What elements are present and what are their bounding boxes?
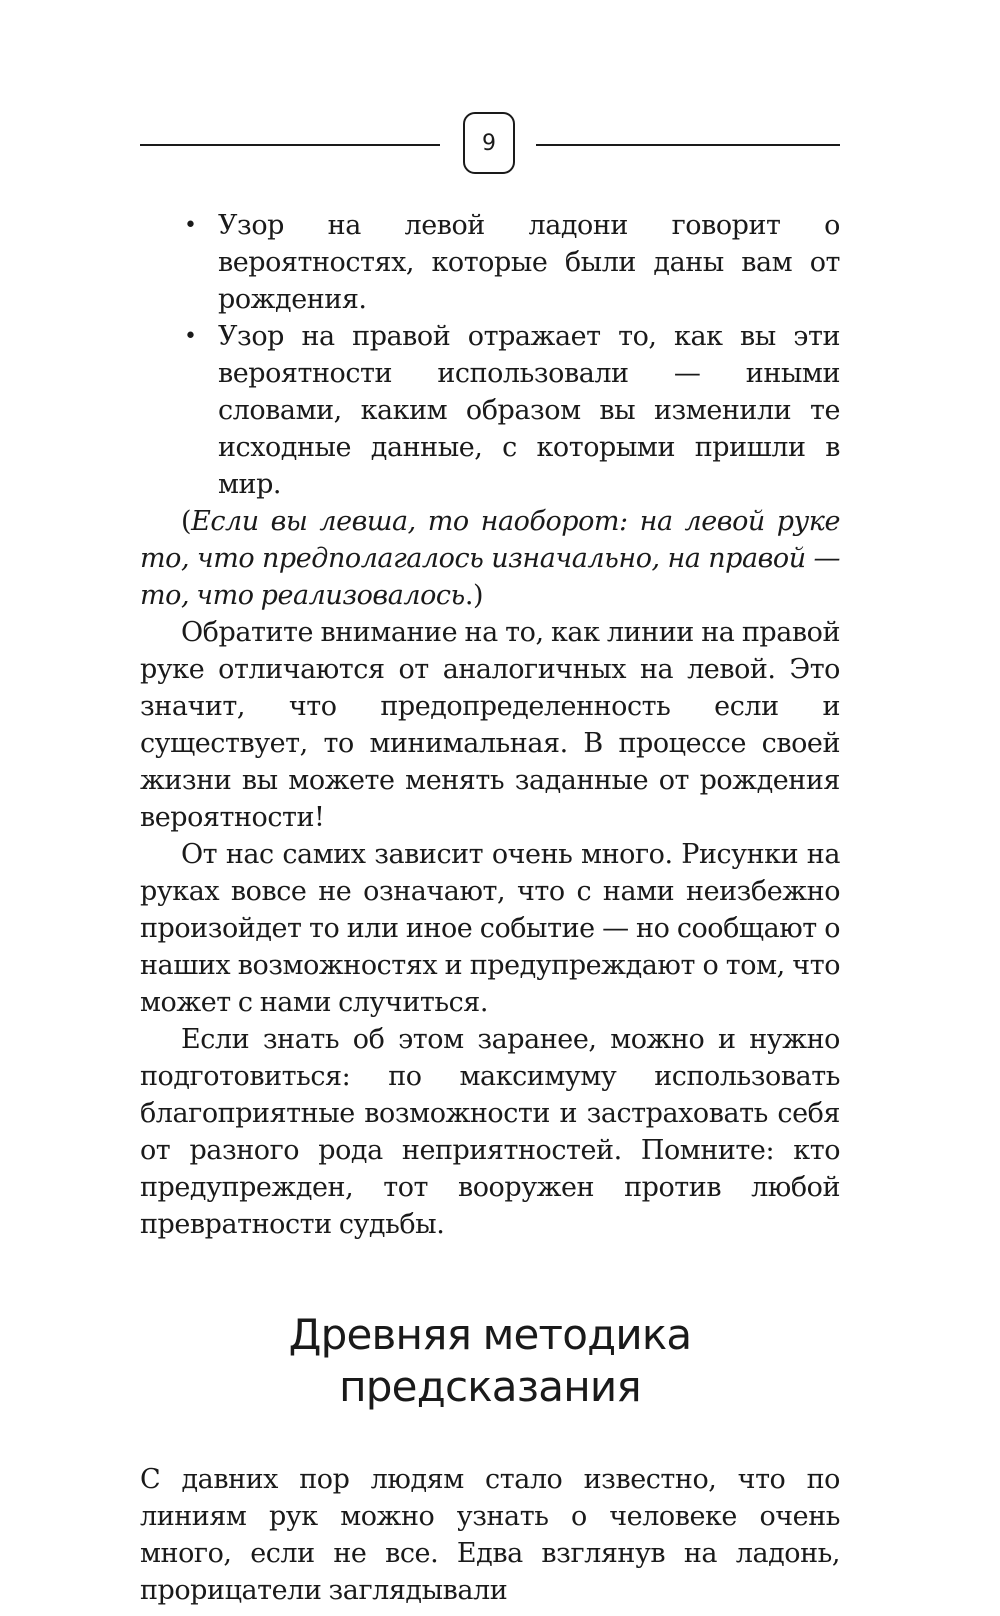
bullet-icon: • [184, 324, 197, 349]
bullet-item [140, 207, 840, 318]
body-paragraph: От нас самих зависит очень много. Рисунки на руках вовсе не означают, что с нами неизбежно произойдет то или иное событие — но сообщают о наших возможностях и предупреждают о том, что может с нами случиться. [140, 839, 840, 1018]
bullet-list [140, 207, 840, 503]
note-close-paren: .) [464, 580, 484, 611]
body-paragraph: Если знать об этом заранее, можно и нужно подготовиться: по максимуму использовать благоприятные возможности и застраховать себя от разного рода неприятностей. Помните: кто предупрежден, тот вооружен против любой превратности судьбы. [140, 1024, 840, 1240]
bullet-text: Узор на левой ладони говорит о вероятностях, которые были даны вам от рождения. [218, 210, 840, 315]
bullet-item [140, 318, 840, 503]
section-heading-line: предсказания [339, 1362, 641, 1411]
page-header [140, 112, 840, 176]
section-heading-line: Древняя методика [288, 1310, 692, 1359]
page-content [140, 207, 840, 1609]
left-handed-note [140, 503, 840, 614]
section-first-paragraph: С давних пор людям стало известно, что по линиям рук можно узнать о человеке очень много, если не все. Едва взглянув на ладонь, прорицатели заглядывали [140, 1464, 840, 1606]
section-heading [140, 1309, 840, 1413]
note-open-paren: ( [181, 506, 192, 537]
bullet-text: Узор на правой отражает то, как вы эти вероятности использовали — иными словами, каким образом вы изменили те исходные данные, с которыми пришли в мир. [218, 321, 840, 500]
header-rule-left [140, 144, 440, 146]
note-text: Если вы левша, то наоборот: на левой руке то, что предполагалось изначально, на правой — то, что реализовалось [140, 506, 840, 611]
body-paragraph: Обратите внимание на то, как линии на правой руке отличаются от аналогичных на левой. Это значит, что предопределенность если и существует, то минимальная. В процессе своей жизни вы можете менять заданные от рождения вероятности! [140, 617, 840, 833]
page-number-badge: 9 [463, 112, 515, 174]
header-rule-right [536, 144, 840, 146]
bullet-icon: • [184, 213, 197, 238]
